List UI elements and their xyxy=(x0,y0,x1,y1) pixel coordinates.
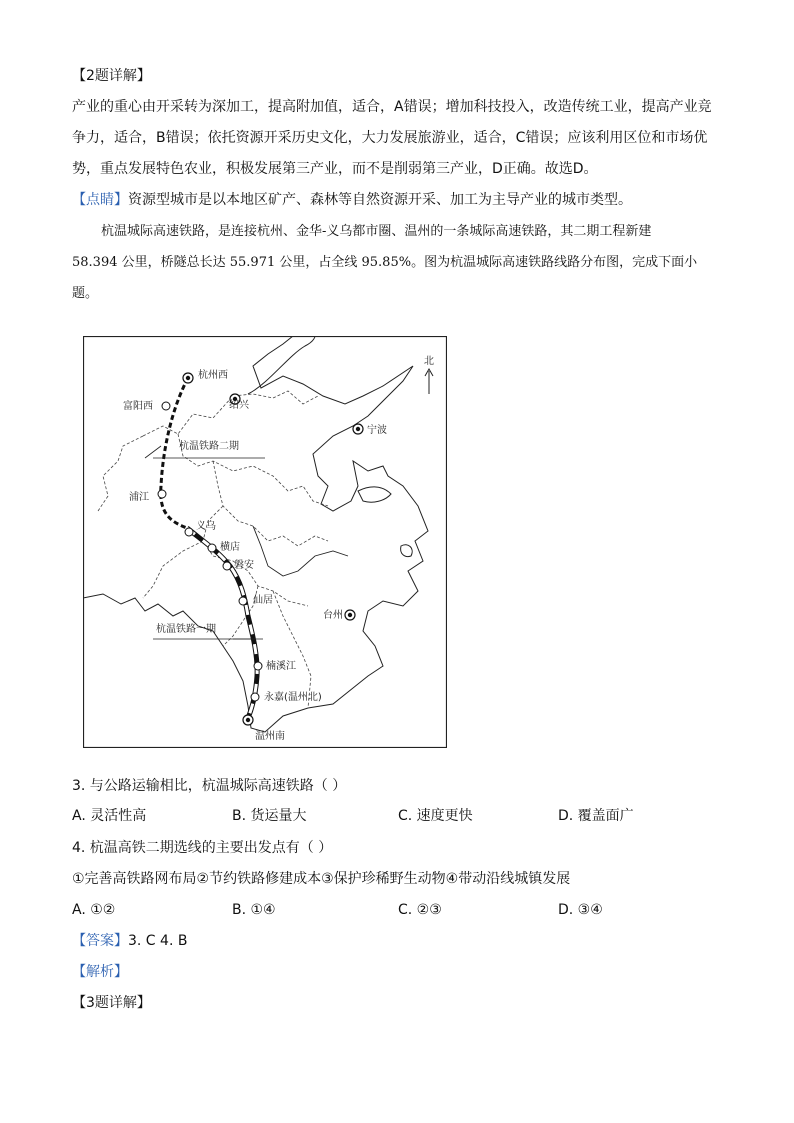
label-pan-an: 磐安 xyxy=(234,560,254,571)
label-hengdian: 横店 xyxy=(220,542,240,553)
q4-choices: ①完善高铁路网布局②节约铁路修建成本③保护珍稀野生动物④带动沿线城镇发展 xyxy=(72,871,571,887)
bracket-close: 】 xyxy=(136,68,151,84)
city-taizhou xyxy=(323,608,355,621)
q4-option-a[interactable]: A. ①② xyxy=(72,902,116,918)
answer-row xyxy=(72,931,187,951)
q2-detail-heading xyxy=(72,66,151,86)
label-hangzhouxi: 杭州西 xyxy=(198,370,228,381)
q4-stem: 4. 杭温高铁二期选线的主要出发点有（ ） xyxy=(72,840,333,856)
q3-detail-heading xyxy=(72,993,151,1013)
key-point-text: 资源型城市是以本地区矿产、森林等自然资源开采、加工为主导产业的城市类型。 xyxy=(128,192,632,208)
label-shaoxing: 绍兴 xyxy=(229,400,249,411)
q4-option-c[interactable]: C. ②③ xyxy=(398,902,442,918)
label-fuyangxi: 富阳西 xyxy=(123,401,153,412)
q3-option-b[interactable]: B. 货运量大 xyxy=(232,808,307,824)
q4-option-b[interactable]: B. ①④ xyxy=(232,902,276,918)
q3-option-a[interactable]: A. 灵活性高 xyxy=(72,808,147,824)
label-ningbo: 宁波 xyxy=(367,425,387,436)
phase1-label: 杭温铁路一期 xyxy=(156,624,216,635)
label-wenzhounan: 温州南 xyxy=(255,731,285,742)
q2-paragraph-line-3: 势，重点发展特色农业，积极发展第三产业，而不是削弱第三产业，D正确。故选D。 xyxy=(72,161,598,177)
railway-map xyxy=(83,336,447,748)
q3-option-c[interactable]: C. 速度更快 xyxy=(398,808,473,824)
q3-stem: 3. 与公路运输相比，杭温城际高速铁路（ ） xyxy=(72,778,347,794)
q2-paragraph-line-1: 产业的重心由开采转为深加工，提高附加值，适合，A错误；增加科技投入，改造传统工业，提高产业竞 xyxy=(72,99,712,115)
q4-option-d[interactable]: D. ③④ xyxy=(558,902,603,918)
bracket-close: 】 xyxy=(136,995,151,1011)
map-frame xyxy=(84,337,447,748)
intro-line-3: 题。 xyxy=(72,286,99,301)
key-point-label: 【点睛】 xyxy=(72,192,128,208)
north-label: 北 xyxy=(424,356,434,367)
answer-label: 【答案】 xyxy=(72,933,128,949)
label-yongjia: 永嘉(温州北) xyxy=(264,692,322,703)
q2-heading-label: 2题详解 xyxy=(86,68,137,84)
label-taizhou: 台州 xyxy=(323,610,343,621)
city-ningbo xyxy=(353,423,387,436)
q3-heading-label: 3题详解 xyxy=(86,995,137,1011)
analysis-label: 【解析】 xyxy=(72,964,128,980)
label-yiwu: 义乌 xyxy=(196,521,216,532)
key-point xyxy=(72,190,632,210)
answer-text: 3. C 4. B xyxy=(128,933,188,949)
phase2-label: 杭温铁路二期 xyxy=(179,441,239,452)
bracket-open: 【 xyxy=(72,68,86,84)
label-pujiang: 浦江 xyxy=(129,492,149,503)
intro-line-1: 杭温城际高速铁路，是连接杭州、金华-义乌都市圈、温州的一条城际高速铁路，其二期工程新建 xyxy=(101,224,652,239)
label-xianju: 仙居 xyxy=(253,595,273,606)
bracket-open: 【 xyxy=(72,995,86,1011)
q2-paragraph-line-2: 争力，适合，B错误；依托资源开采历史文化，大力发展旅游业，适合，C错误；应该利用区位和市场优 xyxy=(72,130,708,146)
q3-option-d[interactable]: D. 覆盖面广 xyxy=(558,808,634,824)
intro-line-2: 58.394 公里，桥隧总长达 55.971 公里，占全线 95.85%。图为杭温城际高速铁路线路分布图，完成下面小 xyxy=(72,255,698,270)
label-nanxijiang: 楠溪江 xyxy=(266,661,296,672)
